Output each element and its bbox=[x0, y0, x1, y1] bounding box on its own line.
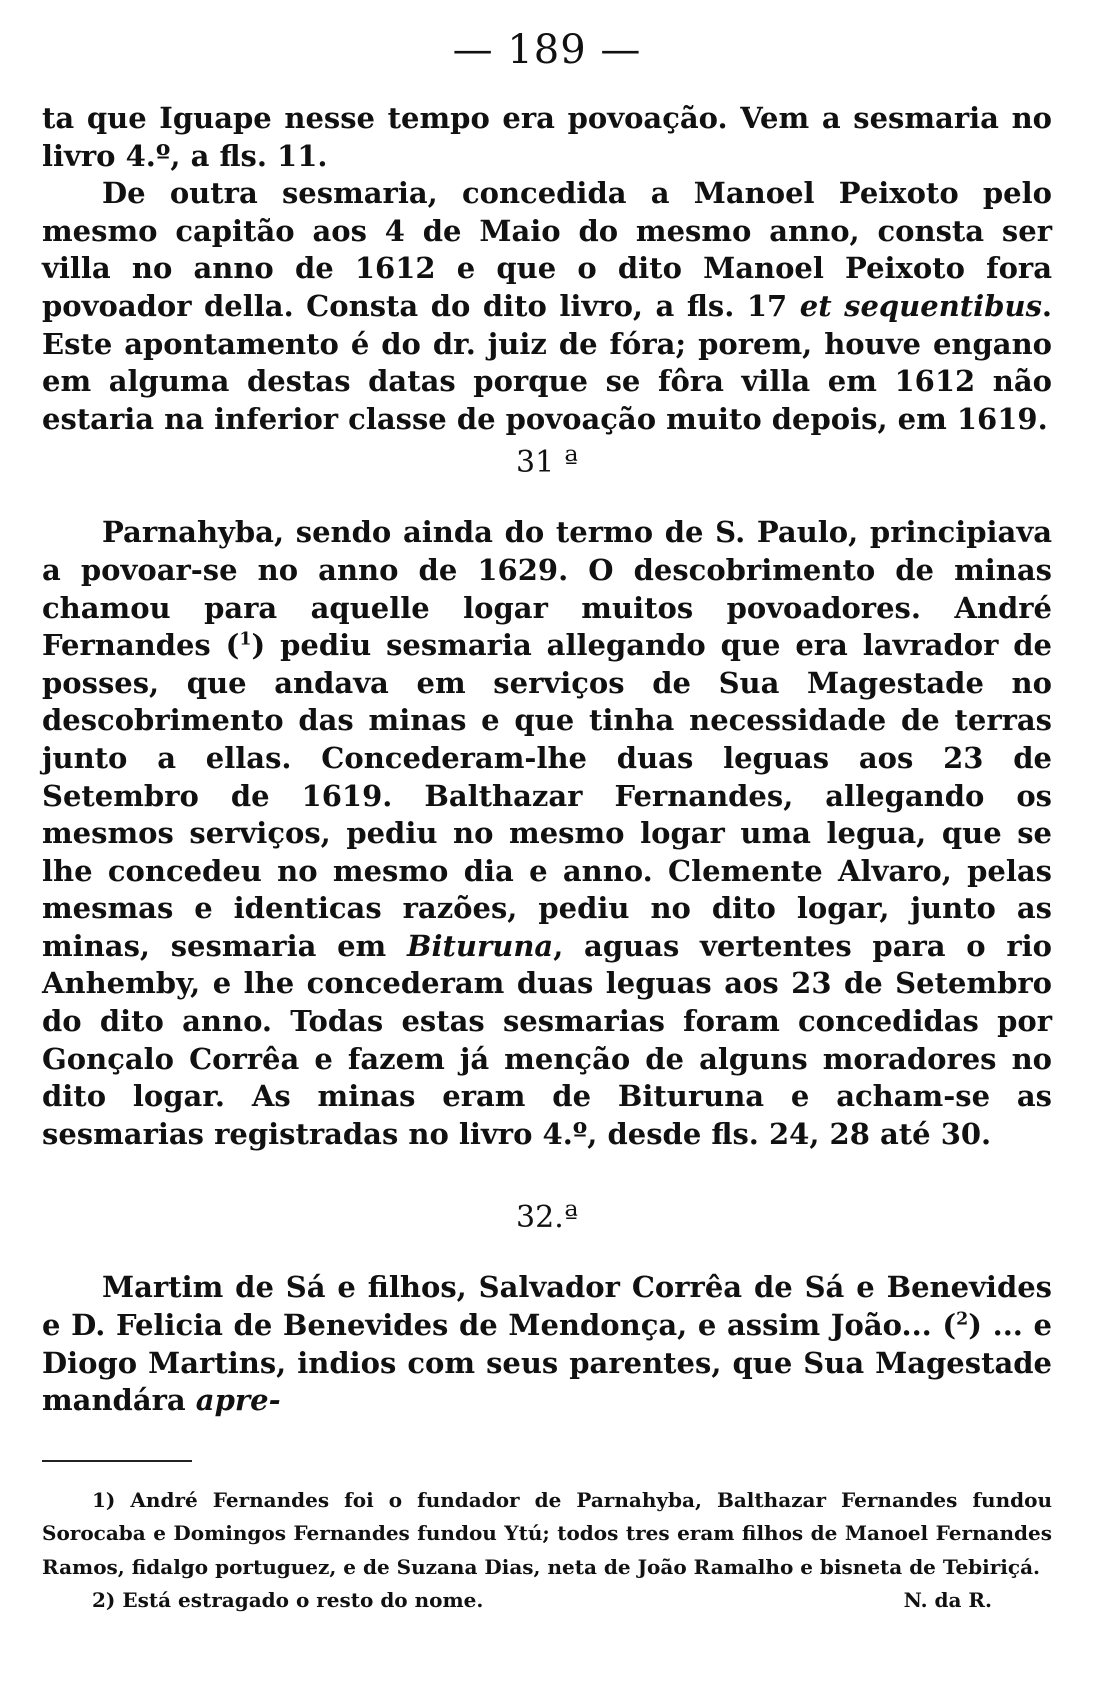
footnote-ref-1[interactable]: 1 bbox=[239, 629, 252, 650]
paragraph-manoel-peixoto-end: . Este apontamento é do dr. juiz de fóra; porem, houve engano em alguma destas datas porque se fôra villa em 1612 não estaria na inferior classe de povoação muito depois, em 1619. bbox=[42, 288, 1052, 436]
paragraph-continuation-text: ta que Iguape nesse tempo era povoação. Vem a sesmaria no livro 4.º, a fls. 11. bbox=[42, 101, 1052, 173]
paragraph-martim-de-sa-text-b: ) ... e Diogo Martins, indios com seus parentes, que Sua Magestade mandára bbox=[42, 1308, 1052, 1418]
footnote-2-text: 2) Está estragado o resto do nome. bbox=[92, 1588, 484, 1613]
paragraph-manoel-peixoto bbox=[42, 175, 1052, 438]
paragraph-martim-de-sa-text-a: Martim de Sá e filhos, Salvador Corrêa de Sá e Benevides e D. Felicia de Benevides de Mendonça, e assim João... ( bbox=[42, 1270, 1052, 1343]
latin-phrase: et sequentibus bbox=[799, 288, 1042, 323]
paragraph-continuation bbox=[42, 100, 1052, 175]
section-number-32: 32.ª bbox=[516, 1200, 578, 1236]
footnote-1: 1) André Fernandes foi o fundador de Parnahyba, Balthazar Fernandes fundou Sorocaba e Domingos Fernandes fundou Ytú; todos tres eram filhos de Manoel Fernandes Ramos, fidalgo portuguez, e de Suzana Dias, neta de João Ramalho e bisneta de Tebiriçá. bbox=[42, 1487, 1052, 1579]
paragraph-martim-de-sa bbox=[42, 1269, 1052, 1419]
paragraph-parnahyba-text-b: ) pediu sesmaria allegando que era lavrador de posses, que andava em serviços de Sua Magestade no descobrimento das minas e que tinha necessidade de terras junto a ellas. Concederam-lhe duas leguas aos 23 de Setembro de 1619. Balthazar Fernandes, allegando os mesmos serviços, pediu no mesmo logar uma legua, que se lhe concedeu no mesmo dia e anno. Clemente Alvaro, pelas mesmas e identicas razões, pediu no dito logar, junto as minas, sesmaria em bbox=[42, 628, 1052, 963]
footnote-divider bbox=[42, 1460, 192, 1462]
paragraph-parnahyba-text-c: , aguas vertentes para o rio Anhemby, e lhe concederam duas leguas aos 23 de Setembro do dito anno. Todas estas sesmarias foram concedidas por Gonçalo Corrêa e fazem já menção de alguns moradores no dito logar. As minas eram de Biturunа e acham-se as sesmarias registradas no livro 4.º, desde fls. 24, 28 até 30. bbox=[42, 928, 1052, 1151]
paragraph-manoel-peixoto-text: De outra sesmaria, concedida a Manoel Peixoto pelo mesmo capitão aos 4 de Maio do mesmo anno, consta ser villa no anno de 1612 e que o dito Manoel Peixoto fora povoador della. Consta do dito livro, a fls. 17 bbox=[42, 176, 1052, 323]
place-name-biturunа: Biturunа bbox=[406, 928, 554, 963]
page-number: — 189 — bbox=[452, 27, 642, 73]
section-number-31: 31 ª bbox=[516, 445, 578, 481]
hyphenated-word: apre- bbox=[195, 1383, 281, 1418]
footnote-ref-2[interactable]: 2 bbox=[956, 1309, 969, 1330]
paragraph-parnahyba-text-a: Parnahyba, sendo ainda do termo de S. Paulo, principiava a povoar-se no anno de 1629. O descobrimento de minas chamou para aquelle logar muitos povoadores. André Fernandes ( bbox=[42, 515, 1052, 663]
footnote-2-credit: N. da R. bbox=[903, 1588, 992, 1613]
footnote-2 bbox=[42, 1584, 1052, 1618]
document-page bbox=[42, 27, 1052, 1618]
paragraph-parnahyba bbox=[42, 514, 1052, 1153]
